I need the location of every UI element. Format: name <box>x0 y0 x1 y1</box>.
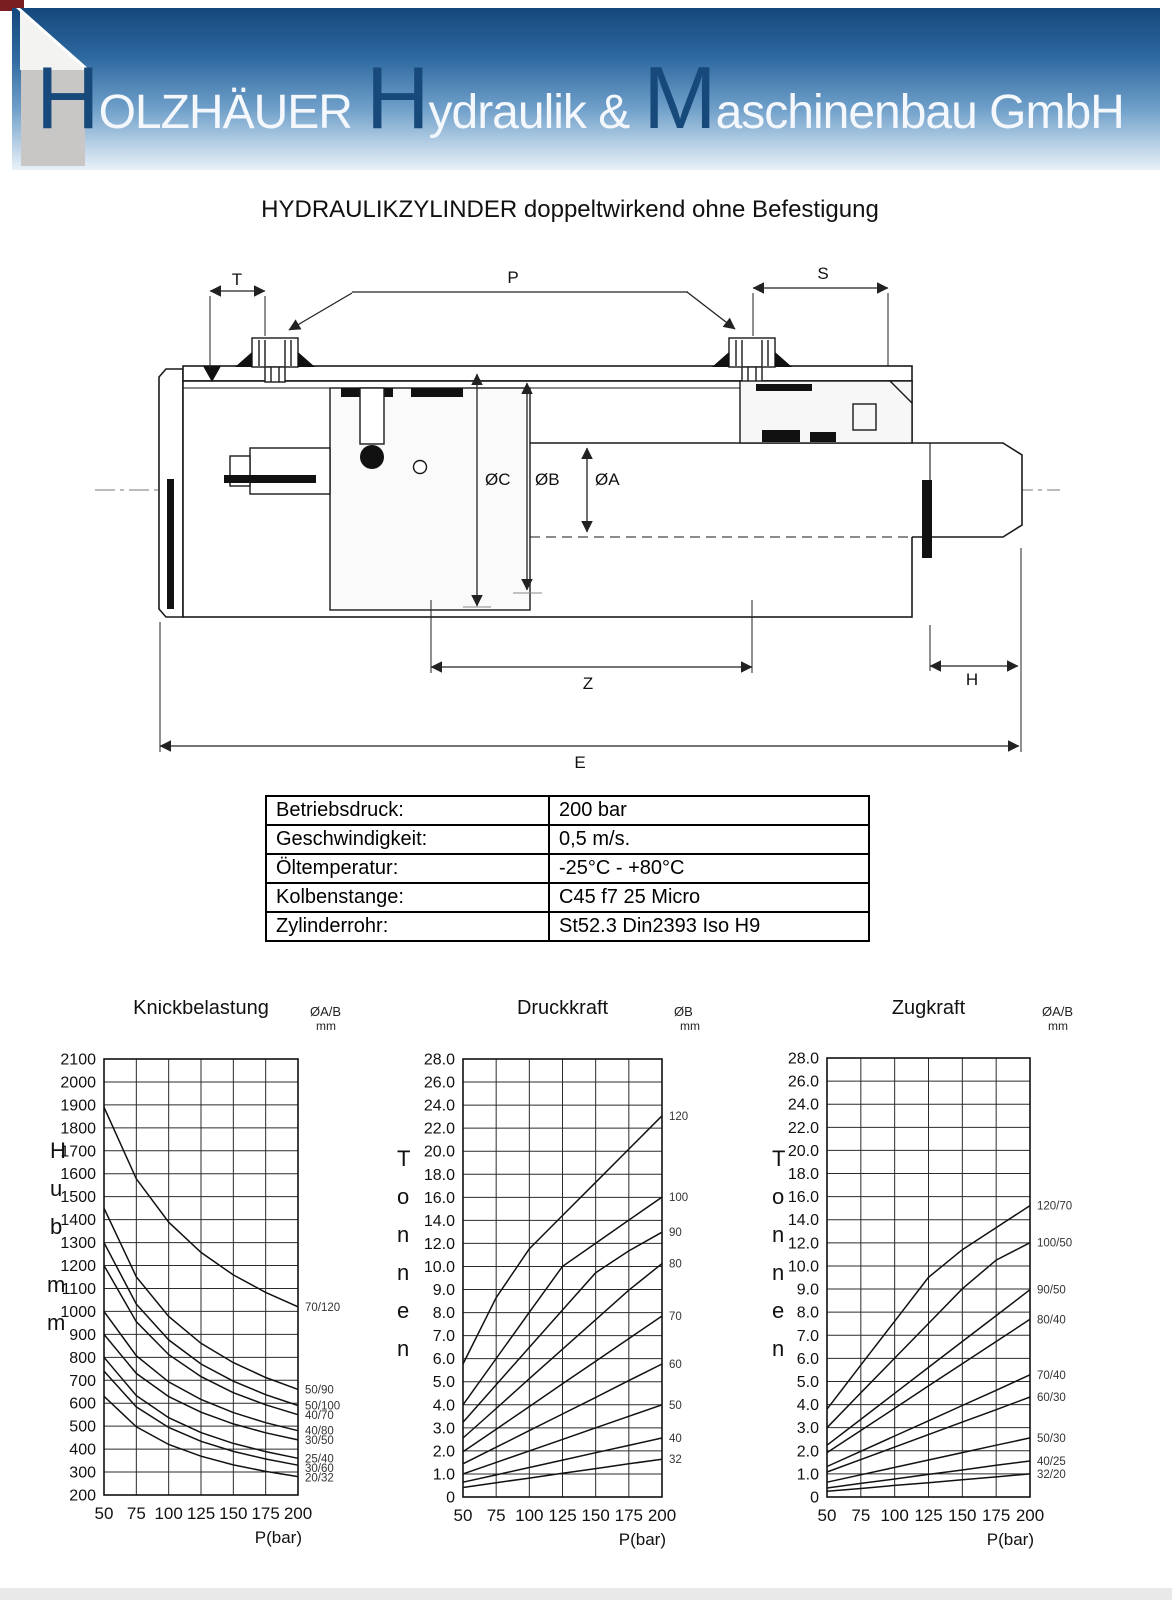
y-tick-labels <box>60 1052 96 1505</box>
spec-row-zylinderrohr <box>267 913 868 942</box>
svg-text:m: m <box>47 1310 66 1335</box>
svg-text:75: 75 <box>486 1506 506 1525</box>
svg-text:7.0: 7.0 <box>796 1327 819 1345</box>
charts-area <box>0 1000 1172 1600</box>
series-label-40/25: 40/25 <box>1037 1455 1066 1468</box>
svg-text:1300: 1300 <box>60 1235 96 1253</box>
logo-text <box>36 48 1124 147</box>
series-unit-label: ØB <box>674 1004 693 1019</box>
svg-text:22.0: 22.0 <box>423 1120 455 1138</box>
series-label-50: 50 <box>669 1399 682 1412</box>
series-label-60/30: 60/30 <box>1037 1391 1066 1404</box>
svg-text:175: 175 <box>981 1506 1011 1525</box>
svg-text:n: n <box>397 1336 410 1361</box>
svg-text:1600: 1600 <box>60 1166 96 1184</box>
svg-text:o: o <box>772 1184 785 1209</box>
series-label-30/50: 30/50 <box>305 1435 334 1448</box>
logo-word-3: aschinenbau GmbH <box>715 86 1124 139</box>
svg-text:n: n <box>772 1222 785 1247</box>
svg-text:T: T <box>397 1146 411 1171</box>
spec-value: 0,5 m/s. <box>559 828 631 850</box>
y-tick-labels <box>788 1051 819 1507</box>
svg-text:200: 200 <box>283 1504 313 1523</box>
svg-text:0: 0 <box>810 1489 819 1507</box>
svg-text:e: e <box>397 1298 410 1323</box>
svg-text:800: 800 <box>69 1349 96 1367</box>
svg-text:n: n <box>397 1260 410 1285</box>
svg-text:50: 50 <box>94 1504 114 1523</box>
chart-series <box>463 1111 688 1488</box>
series-label-90: 90 <box>669 1227 682 1240</box>
series-label-50/30: 50/30 <box>1037 1432 1066 1445</box>
svg-text:50: 50 <box>453 1506 473 1525</box>
logo-initial-m: M <box>643 48 716 147</box>
svg-text:175: 175 <box>251 1504 280 1523</box>
svg-text:12.0: 12.0 <box>787 1235 819 1253</box>
svg-text:150: 150 <box>581 1506 610 1525</box>
dim-label-E: E <box>574 753 586 772</box>
svg-text:200: 200 <box>69 1487 96 1505</box>
series-unit-sub: mm <box>316 1019 336 1033</box>
series-label-90/50: 90/50 <box>1037 1284 1066 1297</box>
svg-text:14.0: 14.0 <box>423 1212 455 1230</box>
svg-text:22.0: 22.0 <box>787 1119 819 1137</box>
rod-gland <box>740 381 912 443</box>
svg-text:n: n <box>772 1336 785 1361</box>
series-label-20/32: 20/32 <box>305 1472 334 1485</box>
series-label-80: 80 <box>669 1258 682 1271</box>
logo-word-2: ydraulik & <box>428 86 630 139</box>
svg-text:8.0: 8.0 <box>432 1305 455 1323</box>
series-label-32: 32 <box>669 1454 682 1467</box>
svg-text:6.0: 6.0 <box>432 1351 455 1369</box>
series-unit-sub: mm <box>1048 1019 1068 1033</box>
page-title: HYDRAULIKZYLINDER doppeltwirkend ohne Befestigung <box>261 196 879 223</box>
svg-text:9.0: 9.0 <box>432 1282 455 1300</box>
svg-text:175: 175 <box>614 1506 644 1525</box>
series-label-32/20: 32/20 <box>1037 1468 1066 1481</box>
svg-text:10.0: 10.0 <box>423 1258 455 1276</box>
series-label-120/70: 120/70 <box>1037 1200 1073 1213</box>
svg-text:20.0: 20.0 <box>787 1142 819 1160</box>
svg-text:H: H <box>50 1138 66 1163</box>
svg-text:500: 500 <box>69 1418 96 1436</box>
dim-label-dC: ØC <box>485 470 511 489</box>
dim-label-dB: ØB <box>535 470 560 489</box>
logo-word-1: OLZHÄUER <box>98 86 352 139</box>
x-axis-title: P(bar) <box>618 1530 666 1549</box>
chart-title: Knickbelastung <box>133 1000 269 1019</box>
svg-text:b: b <box>50 1214 63 1239</box>
svg-text:1500: 1500 <box>60 1189 96 1207</box>
svg-text:6.0: 6.0 <box>796 1350 819 1368</box>
svg-text:7.0: 7.0 <box>432 1328 455 1346</box>
dim-label-Z: Z <box>582 674 594 693</box>
series-label-25/40: 25/40 <box>305 1453 334 1466</box>
svg-text:m: m <box>47 1272 66 1297</box>
svg-text:0: 0 <box>446 1489 455 1507</box>
svg-text:20.0: 20.0 <box>423 1143 455 1161</box>
svg-text:1.0: 1.0 <box>796 1466 819 1484</box>
page-bottom-band <box>0 1588 1172 1600</box>
spec-row-geschwindigkeit <box>267 826 868 855</box>
spec-row-betriebsdruck <box>267 797 868 826</box>
svg-text:12.0: 12.0 <box>423 1235 455 1253</box>
logo-initial-h2: H <box>365 48 429 147</box>
svg-text:24.0: 24.0 <box>787 1096 819 1114</box>
series-label-50/100: 50/100 <box>305 1400 341 1413</box>
svg-text:4.0: 4.0 <box>796 1397 819 1415</box>
svg-text:125: 125 <box>186 1504 216 1523</box>
svg-text:n: n <box>772 1260 785 1285</box>
svg-text:75: 75 <box>851 1506 871 1525</box>
x-axis-title: P(bar) <box>254 1528 302 1547</box>
x-axis-title: P(bar) <box>986 1530 1034 1549</box>
x-tick-labels <box>818 1506 1045 1525</box>
svg-text:18.0: 18.0 <box>423 1166 455 1184</box>
chart-title: Zugkraft <box>891 1000 966 1019</box>
svg-text:1000: 1000 <box>60 1303 96 1321</box>
svg-text:2.0: 2.0 <box>796 1443 819 1461</box>
svg-text:100: 100 <box>154 1504 183 1523</box>
series-unit-label: ØA/B <box>310 1004 342 1019</box>
svg-text:75: 75 <box>126 1504 146 1523</box>
spec-label: Öltemperatur: <box>267 855 550 882</box>
spec-label: Zylinderrohr: <box>267 913 550 940</box>
svg-text:125: 125 <box>914 1506 943 1525</box>
y-tick-labels <box>424 1052 455 1507</box>
svg-text:100: 100 <box>515 1506 544 1525</box>
svg-text:200: 200 <box>647 1506 677 1525</box>
y-axis-title <box>397 1146 410 1361</box>
chart-series <box>827 1201 1072 1492</box>
technical-drawing <box>90 255 1070 775</box>
series-label-70: 70 <box>669 1311 682 1324</box>
svg-text:14.0: 14.0 <box>787 1212 819 1230</box>
company-logo-banner <box>12 8 1160 170</box>
svg-text:1900: 1900 <box>60 1097 96 1115</box>
svg-text:1700: 1700 <box>60 1143 96 1161</box>
spec-value: 200 bar <box>559 799 627 821</box>
chart-knickbelastung <box>47 1000 341 1547</box>
series-label-100/50: 100/50 <box>1037 1237 1073 1250</box>
x-tick-labels <box>95 1504 313 1523</box>
series-label-50/90: 50/90 <box>305 1384 334 1397</box>
svg-text:2100: 2100 <box>60 1051 96 1069</box>
svg-text:300: 300 <box>69 1464 96 1482</box>
svg-text:26.0: 26.0 <box>423 1074 455 1092</box>
svg-text:28.0: 28.0 <box>787 1050 819 1068</box>
spec-value: C45 f7 25 Micro <box>559 886 701 908</box>
spec-label: Kolbenstange: <box>267 884 550 911</box>
dim-label-S: S <box>817 264 829 283</box>
svg-text:5.0: 5.0 <box>432 1374 455 1392</box>
svg-text:n: n <box>397 1222 410 1247</box>
series-label-100: 100 <box>669 1192 689 1205</box>
svg-text:5.0: 5.0 <box>796 1373 819 1391</box>
spec-label: Betriebsdruck: <box>267 797 550 824</box>
dim-label-T: T <box>231 270 243 289</box>
spec-row-kolbenstange <box>267 884 868 913</box>
svg-text:24.0: 24.0 <box>423 1097 455 1115</box>
svg-text:150: 150 <box>219 1504 248 1523</box>
svg-text:o: o <box>397 1184 410 1209</box>
chart-title: Druckkraft <box>516 1000 609 1019</box>
svg-text:4.0: 4.0 <box>432 1397 455 1415</box>
series-label-30/60: 30/60 <box>305 1462 334 1475</box>
svg-text:18.0: 18.0 <box>787 1166 819 1184</box>
dim-label-H: H <box>965 670 979 689</box>
series-label-40/80: 40/80 <box>305 1425 334 1438</box>
series-unit-sub: mm <box>680 1019 700 1033</box>
svg-text:1800: 1800 <box>60 1120 96 1138</box>
svg-text:1400: 1400 <box>60 1212 96 1230</box>
series-label-40: 40 <box>669 1432 682 1445</box>
series-label-60: 60 <box>669 1358 682 1371</box>
chart-druckkraft <box>397 1000 700 1549</box>
series-label-40/70: 40/70 <box>305 1410 334 1423</box>
svg-text:T: T <box>772 1146 786 1171</box>
svg-text:10.0: 10.0 <box>787 1258 819 1276</box>
svg-text:26.0: 26.0 <box>787 1073 819 1091</box>
svg-text:1100: 1100 <box>61 1280 96 1298</box>
series-label-70/120: 70/120 <box>305 1301 341 1314</box>
specs-table <box>265 795 870 942</box>
chart-series <box>104 1107 340 1484</box>
spec-value: St52.3 Din2393 Iso H9 <box>559 915 761 937</box>
series-label-80/40: 80/40 <box>1037 1314 1066 1327</box>
svg-text:1200: 1200 <box>60 1258 96 1276</box>
svg-text:9.0: 9.0 <box>796 1281 819 1299</box>
svg-text:600: 600 <box>69 1395 96 1413</box>
dim-label-dA: ØA <box>595 470 620 489</box>
svg-text:150: 150 <box>948 1506 977 1525</box>
svg-text:16.0: 16.0 <box>423 1189 455 1207</box>
series-label-120: 120 <box>669 1110 689 1123</box>
svg-text:e: e <box>772 1298 785 1323</box>
svg-text:16.0: 16.0 <box>787 1189 819 1207</box>
svg-text:700: 700 <box>69 1372 96 1390</box>
chart-grid <box>104 1059 298 1495</box>
x-tick-labels <box>454 1506 677 1525</box>
svg-text:2000: 2000 <box>60 1074 96 1092</box>
svg-text:50: 50 <box>817 1506 837 1525</box>
logo-initial-h1: H <box>36 48 99 147</box>
svg-text:2.0: 2.0 <box>432 1443 455 1461</box>
svg-text:28.0: 28.0 <box>423 1051 455 1069</box>
svg-text:8.0: 8.0 <box>796 1304 819 1322</box>
svg-text:400: 400 <box>69 1441 96 1459</box>
dim-label-P: P <box>507 268 519 287</box>
y-axis-title <box>772 1146 785 1361</box>
svg-text:100: 100 <box>880 1506 909 1525</box>
svg-text:900: 900 <box>69 1326 96 1344</box>
series-label-70/40: 70/40 <box>1037 1369 1066 1382</box>
spec-label: Geschwindigkeit: <box>267 826 550 853</box>
svg-text:u: u <box>50 1176 63 1201</box>
svg-text:200: 200 <box>1015 1506 1045 1525</box>
svg-text:1.0: 1.0 <box>432 1466 455 1484</box>
spec-value: -25°C - +80°C <box>559 857 685 879</box>
spec-row-oeltemperatur <box>267 855 868 884</box>
chart-zugkraft <box>772 1000 1073 1549</box>
svg-text:3.0: 3.0 <box>796 1420 819 1438</box>
series-unit-label: ØA/B <box>1042 1004 1074 1019</box>
svg-text:3.0: 3.0 <box>432 1420 455 1438</box>
svg-text:125: 125 <box>548 1506 577 1525</box>
